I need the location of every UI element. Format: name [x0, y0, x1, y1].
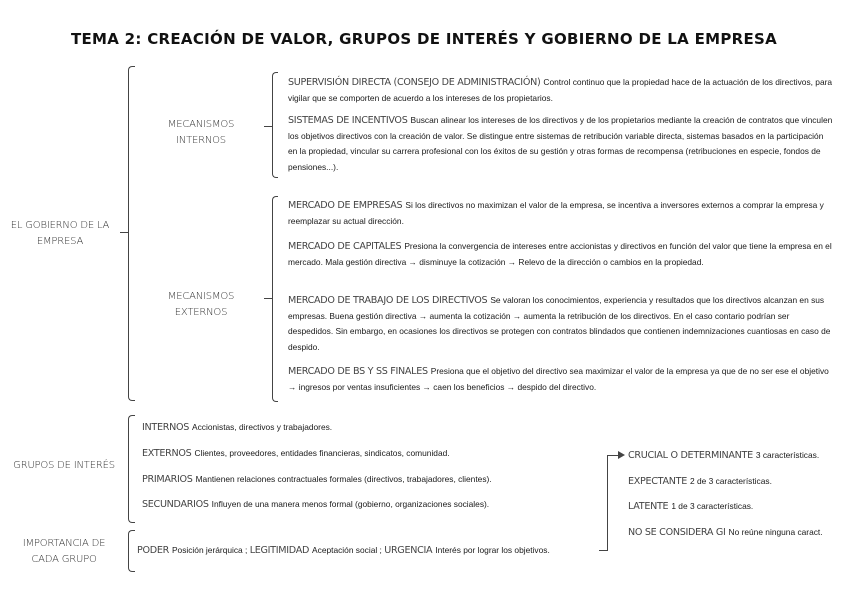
connector-dash: [264, 298, 272, 299]
item-supervision-directa: [288, 75, 833, 106]
grupo-primarios: [142, 472, 592, 488]
clase-no-considera: [628, 525, 843, 541]
item-text: Clientes, proveedores, entidades financieras, sindicatos, comunidad.: [194, 448, 450, 458]
item-heading: LATENTE: [628, 501, 669, 512]
clase-expectante: [628, 474, 843, 490]
brace-gobierno: [128, 66, 135, 401]
item-text: Si los directivos no maximizan el valor de la empresa, se incentiva a inversores externos a comprar la empresa y reemplazar su actual dirección.: [288, 200, 824, 226]
item-mercado-empresas: [288, 198, 833, 229]
urgencia-text: Interés por lograr los objetivos.: [435, 545, 550, 555]
mecanismos-externos-label: MECANISMOS EXTERNOS: [167, 291, 235, 318]
poder-text: Posición jerárquica ;: [171, 545, 248, 555]
grupo-secundarios: [142, 497, 592, 513]
clase-crucial: [628, 448, 843, 464]
item-heading: SECUNDARIOS: [142, 499, 209, 510]
item-heading: CRUCIAL O DETERMINANTE: [628, 450, 753, 461]
urgencia-heading: URGENCIA: [384, 545, 433, 556]
item-mercado-trabajo: [288, 293, 833, 355]
item-text: Se valoran los conocimientos, experiencia y resultados que los directivos alcanzan en sus empresas. Buena gestión directiva → aumenta la cotización → aumenta la retribución de los directivos. En el caso contario podrían ser despedidos. Sin embargo, en ocasiones los directivos se protegen con contratos blindados que contienen indemnizaciones cuantiosas en caso de despido.: [288, 295, 831, 352]
item-text: No reúne ninguna caract.: [728, 527, 823, 537]
item-heading: INTERNOS: [142, 422, 190, 433]
item-mercado-bs-ss: [288, 364, 833, 395]
item-heading: MERCADO DE EMPRESAS: [288, 200, 403, 211]
item-heading: NO SE CONSIDERA GI: [628, 527, 726, 538]
connector-line: [599, 550, 607, 551]
item-heading: EXPECTANTE: [628, 476, 687, 487]
item-heading: MERCADO DE BS Y SS FINALES: [288, 366, 428, 377]
importancia-criterios: [137, 543, 607, 559]
grupo-externos: [142, 446, 592, 462]
item-text: 2 de 3 características.: [689, 476, 772, 486]
item-sistemas-incentivos: [288, 113, 833, 175]
mecanismos-internos-label: MECANISMOS INTERNOS: [167, 119, 235, 146]
legitimidad-heading: LEGITIMIDAD: [249, 545, 310, 556]
importancia-label: IMPORTANCIA DE CADA GRUPO: [22, 538, 106, 565]
item-text: Buscan alinear los intereses de los directivos y de los propietarios mediante la creación de contratos que vinculen los objetivos directivos con la creación de valor. Se distingue entre sistemas de retribución variable directa, sistemas basados en la participación en la propiedad, vincular su carrera profesional con los éxitos de su gestión y otras formas de recompensa (retribuciones en especie, fondos de pensiones...).: [288, 115, 833, 172]
poder-heading: PODER: [137, 545, 169, 556]
item-text: 3 características.: [755, 450, 820, 460]
connector-dash: [120, 232, 128, 233]
clase-latente: [628, 499, 843, 515]
grupo-internos: [142, 420, 592, 436]
item-heading: EXTERNOS: [142, 448, 192, 459]
brace-importancia: [128, 530, 135, 572]
item-text: Mantienen relaciones contractuales formales (directivos, trabajadores, clientes).: [195, 474, 492, 484]
legitimidad-text: Aceptación social ;: [312, 545, 382, 555]
gobierno-label: EL GOBIERNO DE LA EMPRESA: [10, 220, 110, 247]
item-heading: SUPERVISIÓN DIRECTA (CONSEJO DE ADMINISTRACIÓN): [288, 77, 541, 88]
brace-internos: [272, 72, 278, 178]
brace-externos: [272, 196, 278, 402]
item-text: Presiona que el objetivo del directivo sea maximizar el valor de la empresa ya que de no ser ese el objetivo → ingresos por ventas insuficientes → caen los beneficios → despido del directivo.: [288, 366, 829, 392]
item-heading: MERCADO DE CAPITALES: [288, 241, 402, 252]
arrow-head-icon: [618, 451, 625, 459]
item-mercado-capitales: [288, 239, 833, 270]
brace-grupos: [128, 415, 135, 523]
item-text: Accionistas, directivos y trabajadores.: [192, 422, 333, 432]
connector-line: [607, 455, 608, 551]
page-title: TEMA 2: CREACIÓN DE VALOR, GRUPOS DE INTERÉS Y GOBIERNO DE LA EMPRESA: [70, 30, 778, 48]
item-heading: SISTEMAS DE INCENTIVOS: [288, 115, 408, 126]
connector-dash: [264, 126, 272, 127]
item-text: Control continuo que la propiedad hace de la actuación de los directivos, para vigilar que se comporten de acuerdo a los intereses de los propietarios.: [288, 77, 833, 103]
item-heading: MERCADO DE TRABAJO DE LOS DIRECTIVOS: [288, 295, 488, 306]
item-text: 1 de 3 características.: [671, 501, 754, 511]
item-text: Presiona la convergencia de intereses entre accionistas y directivos en función del valor que tiene la empresa en el mercado. Mala gestión directiva → disminuye la cotización → Relevo de la dirección o cambios en la propiedad.: [288, 241, 832, 267]
item-heading: PRIMARIOS: [142, 474, 193, 485]
grupos-interes-label: GRUPOS DE INTERÉS: [13, 460, 115, 471]
item-text: Influyen de una manera menos formal (gobierno, organizaciones sociales).: [211, 499, 490, 509]
